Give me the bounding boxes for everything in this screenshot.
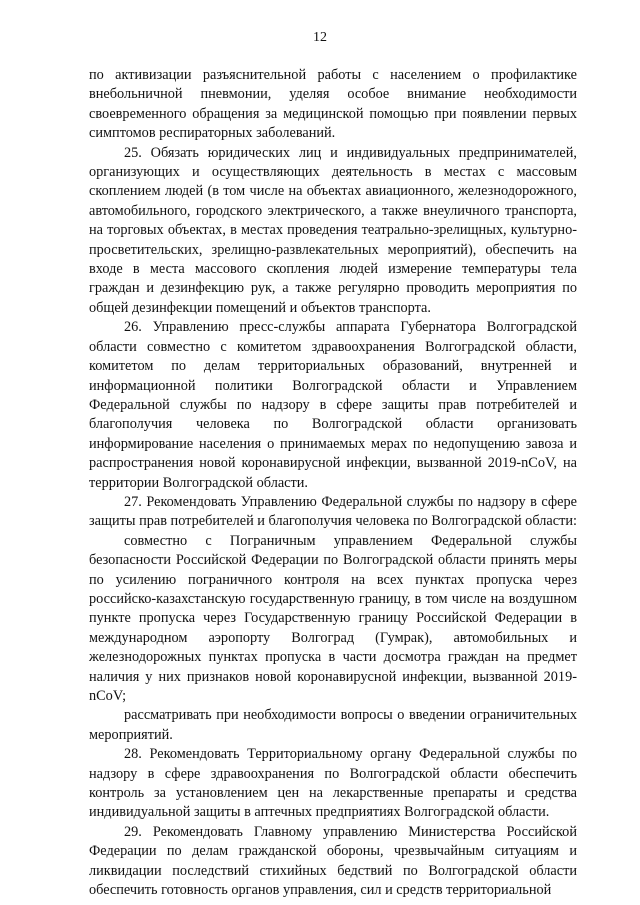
paragraph: рассматривать при необходимости вопросы о введении ограничительных мероприятий.	[89, 707, 577, 743]
paragraph: 25. Обязать юридических лиц и индивидуальных предпринимателей, организующих и осуществляющих деятельность в местах с массовым скоплением людей (в том числе на объектах авиационного, железнодорожного, автомобильного, городского электрического, а также внеуличного транспорта, на торговых объектах, в местах проведения театрально-зрелищных, культурно-просветительских, зрелищно-развлекательных мероприятий), обеспечить на входе в места массового скопления людей измерение температуры тела граждан и дезинфекцию рук, а также регулярно проводить мероприятия по общей дезинфекции помещений и объектов транспорта.	[89, 144, 577, 316]
paragraph: 28. Рекомендовать Территориальному органу Федеральной службы по надзору в сфере здравоохранения по Волгоградской области обеспечить контроль за установлением цен на лекарственные препараты и средства индивидуальной защиты в аптечных предприятиях Волгоградской области.	[89, 746, 577, 821]
paragraph: по активизации разъяснительной работы с населением о профилактике внебольничной пневмонии, уделяя особое внимание необходимости своевременного обращения за медицинской помощью при появлении первых симптомов респираторных заболеваний.	[89, 67, 577, 142]
document-body	[89, 66, 577, 900]
paragraph: совместно с Пограничным управлением Федеральной службы безопасности Российской Федерации по Волгоградской области принять меры по усилению пограничного контроля на всех пунктах пропуска через российско-казахстанскую государственную границу, в том числе на воздушном пункте пропуска через Государственную границу Российской Федерации в международном аэропорту Волгоград (Гумрак), автомобильных и железнодорожных пунктах пропуска в части досмотра граждан на предмет наличия у них признаков новой коронавирусной инфекции, вызванной 2019-nCoV;	[89, 532, 577, 704]
paragraph: 29. Рекомендовать Главному управлению Министерства Российской Федерации по делам гражданской обороны, чрезвычайным ситуациям и ликвидации последствий стихийных бедствий по Волгоградской области обеспечить готовность органов управления, сил и средств территориальной	[89, 823, 577, 899]
page-number: 12	[313, 30, 327, 45]
paragraph: 26. Управлению пресс-службы аппарата Губернатора Волгоградской области совместно с комитетом здравоохранения Волгоградской области, комитетом по делам территориальных образований, внутренней и информационной политики Волгоградской области и Управлением Федеральной службы по надзору в сфере защиты прав потребителей и благополучия человека по Волгоградской области организовать информирование населения о принимаемых мерах по недопущению завоза и распространения новой коронавирусной инфекции, вызванной 2019-nCoV, на территории Волгоградской области.	[89, 319, 577, 491]
paragraph: 27. Рекомендовать Управлению Федеральной службы по надзору в сфере защиты прав потребителей и благополучия человека по Волгоградской области:	[89, 493, 577, 530]
